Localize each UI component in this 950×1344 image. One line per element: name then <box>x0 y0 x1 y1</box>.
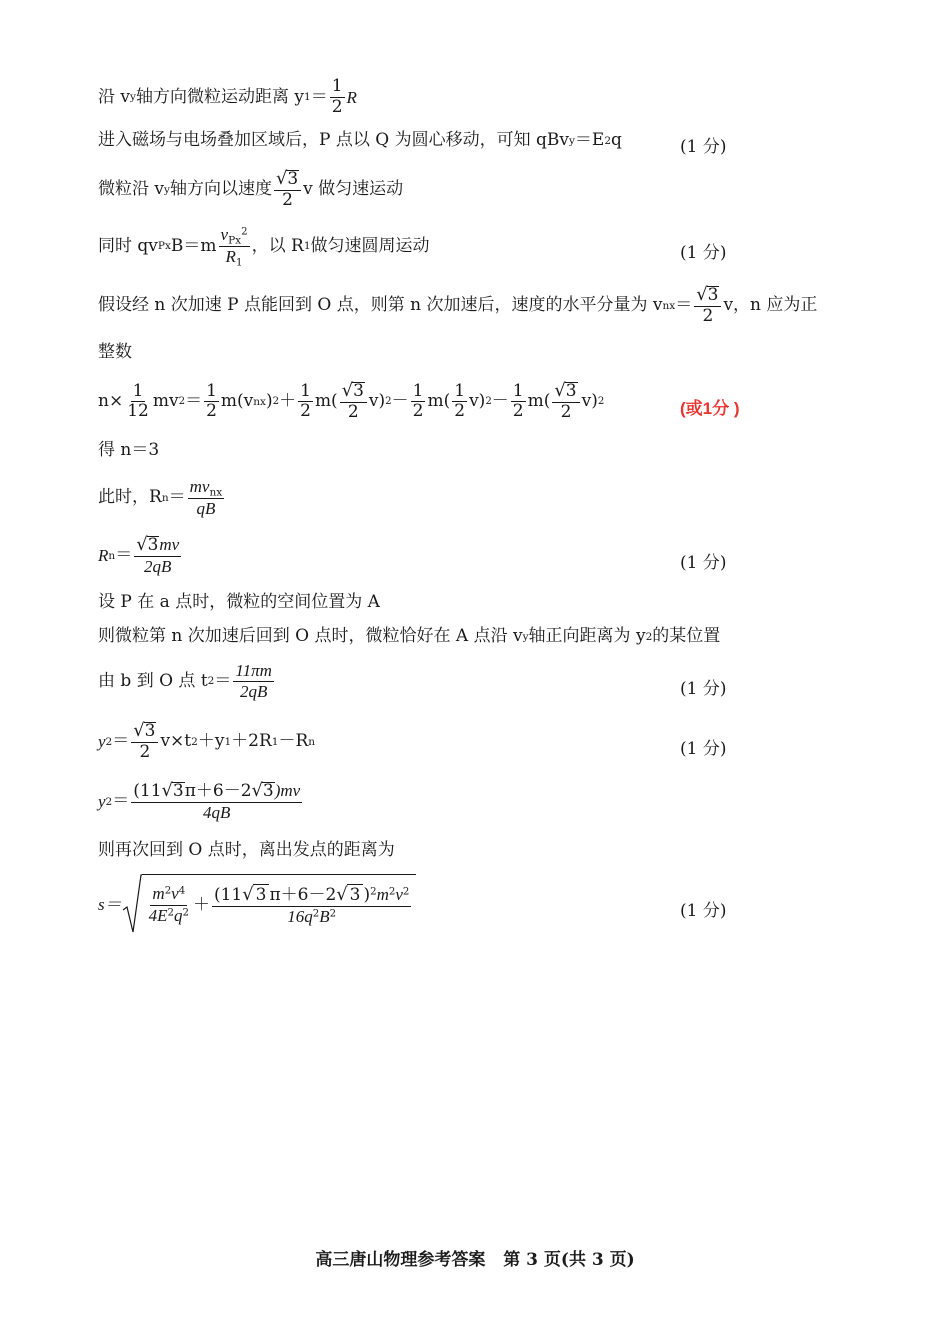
score-label-red: (或1分 ) <box>680 399 740 418</box>
square-root: $\frac{m^2v^4}{4E^2q^2}$ ＋ (11 √ 3 π＋6－2 √ 3 )$^2m^2v^2$ $16q^2B^2$ <box>122 874 417 934</box>
line-rn-definition: 此时，R n ＝ $\frac{mv_{nx}}{qB}$ <box>98 477 223 518</box>
radical-sign-icon <box>122 874 142 934</box>
line-assumption: 假设经 n 次加速 P 点能回到 O 点，则第 n 次加速后，速度的水平分量为 v nx ＝ √ 3 2 v，n 应为正 <box>98 284 818 326</box>
score-label: (1 分) <box>680 243 727 263</box>
line-circular-motion: 同时 qv Px B＝m $\frac{v_{Px}^2}{R_1}$ ，以 R 1 做匀速圆周运动 <box>98 225 430 269</box>
footer-page-number: 第 3 页(共 3 页) <box>503 1250 635 1270</box>
fraction: √ 3 2 <box>274 170 301 210</box>
line-y1-distance: 沿 v y 轴方向微粒运动距离 y 1 ＝ $\frac{1}{2}$ R <box>98 76 357 117</box>
page-footer <box>0 1245 950 1270</box>
fraction: √ 3 2 <box>694 286 721 326</box>
line-integer: 整数 <box>98 342 132 362</box>
line-n-result: 得 n＝3 <box>98 440 160 460</box>
line-uniform-velocity: 微粒沿 v y 轴方向以速度 √ 3 2 v 做匀速运动 <box>98 168 404 210</box>
text: 轴方向微粒运动距离 y <box>135 86 304 107</box>
fraction: $\frac{v_{Px}^2}{R_1}$ <box>220 225 248 269</box>
variable: R <box>346 87 357 107</box>
fraction: $\frac{1}{2}$ <box>331 76 343 117</box>
line-distance-s: s＝ $\frac{m^2v^4}{4E^2q^2}$ ＋ (11 √ 3 π＋6－2 √ 3 )$^2m^2v^2$ $16q^2B^2$ <box>98 874 416 934</box>
line-position-a: 设 P 在 a 点时，微粒的空间位置为 A <box>98 592 380 612</box>
line-time-t2: 由 b 到 O 点 t 2 ＝ $\frac{11\pi m}{2qB}$ <box>98 661 272 701</box>
footer-title: 高三唐山物理参考答案 <box>315 1250 486 1270</box>
line-return-position: 则微粒第 n 次加速后回到 O 点时，微粒恰好在 A 点沿 v y 轴正向距离为 y 2 的某位置 <box>98 626 721 646</box>
line-distance-intro: 则再次回到 O 点时，离出发点的距离为 <box>98 840 395 860</box>
score-label: (1 分) <box>680 901 727 921</box>
line-rn-value: R n ＝ √ 3 mv 2qB <box>98 534 180 576</box>
score-label: (1 分) <box>680 739 727 759</box>
line-y2-value: y 2 ＝ (11 √ 3 π＋6－2 √ 3 )mv 4qB <box>98 780 301 822</box>
line-force-balance: 进入磁场与电场叠加区域后，P 点以 Q 为圆心移动，可知 qBv y ＝E 2 q <box>98 130 622 150</box>
line-y2-expression: y 2 ＝ √ 3 2 v×t 2 ＋y 1 ＋2R 1 －R n <box>98 720 316 762</box>
score-label: (1 分) <box>680 679 727 699</box>
text: ＝ <box>310 86 328 107</box>
text: 沿 v <box>98 86 131 107</box>
line-energy-equation: n× $\frac{1}{12}$ mv 2 ＝ $\frac{1}{2}$ m(v nx ) 2 ＋ $\frac{1}{2}$ m( √ 3 2 v) 2 － $\frac{1}{2}$ m( $\frac{1}{2}$ v) 2 － $\frac{1}{2}$ m( √ 3 2 v) 2 <box>98 380 605 422</box>
score-label: (1 分) <box>680 137 727 157</box>
score-label: (1 分) <box>680 553 727 573</box>
